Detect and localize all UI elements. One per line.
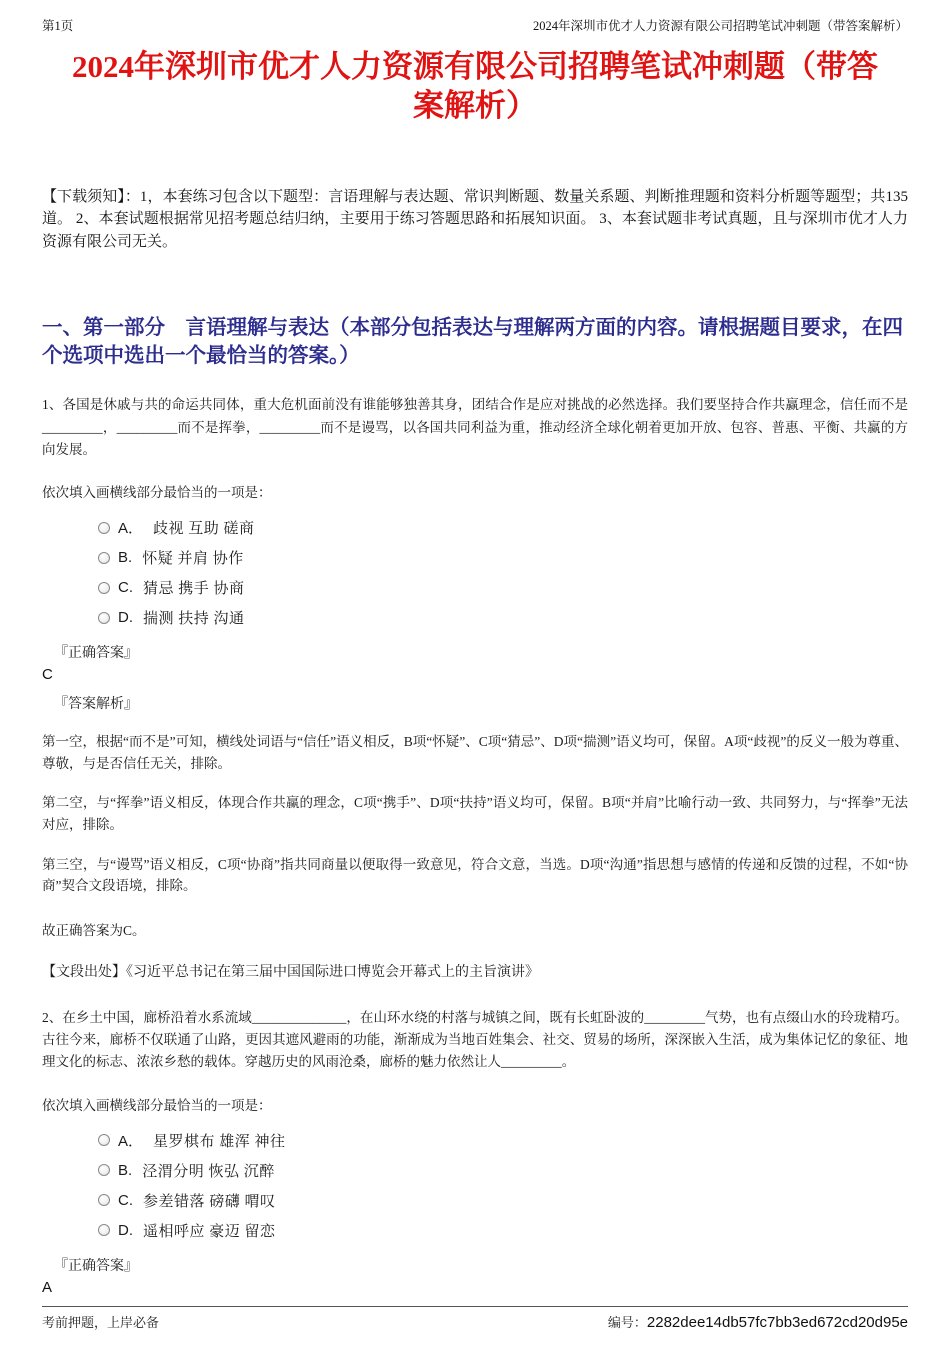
option-letter: D. <box>118 609 133 627</box>
question-1-option-a[interactable] <box>98 517 908 538</box>
option-letter: B. <box>118 549 133 567</box>
option-letter: D. <box>118 1221 133 1239</box>
option-text: 泾渭分明 恢弘 沉醉 <box>142 1163 275 1180</box>
footer-doc-id <box>608 1312 908 1331</box>
option-letter: C. <box>118 579 133 597</box>
question-2-prompt: 依次填入画横线部分最恰当的一项是： <box>42 1097 272 1113</box>
question-2-options <box>98 1130 908 1241</box>
option-text: 遥相呼应 豪迈 留恋 <box>143 1223 276 1240</box>
doc-id-label: 编号： <box>607 1315 647 1330</box>
radio-button-icon[interactable] <box>98 582 110 594</box>
option-letter: C. <box>118 1191 133 1209</box>
radio-button-icon[interactable] <box>98 1224 110 1236</box>
option-text: 怀疑 并肩 协作 <box>142 551 244 568</box>
analysis-paragraph-1: 第一空，根据“而不是”可知，横线处词语与“信任”语义相反，B项“怀疑”、C项“猜忌”、D项“揣测”语义均可，保留。A项“歧视”的反义一般为尊重、尊敬，与是否信任无关，排除。 <box>42 734 908 771</box>
question-2-option-a[interactable] <box>98 1130 908 1151</box>
download-notice: 【下载须知】：1，本套练习包含以下题型：言语理解与表达题、常识判断题、数量关系题、判断推理题和资料分析题等题型；共135道。 2、本套试题根据常见招考题总结归纳，主要用于练习答题思路和拓展知识面。 3、本套试题非考试真题，且与深圳市优才人力资源有限公司无关。 <box>42 188 908 250</box>
radio-button-icon[interactable] <box>98 522 110 534</box>
question-1-option-d[interactable] <box>98 607 908 628</box>
question-1-prompt: 依次填入画横线部分最恰当的一项是： <box>42 485 272 501</box>
question-2-option-d[interactable] <box>98 1220 908 1241</box>
option-text: 揣测 扶持 沟通 <box>143 611 245 628</box>
correct-answer-value: A <box>42 1278 53 1296</box>
radio-button-icon[interactable] <box>98 1134 110 1146</box>
radio-button-icon[interactable] <box>98 552 110 564</box>
question-2-option-c[interactable] <box>98 1190 908 1211</box>
question-1-options <box>98 517 908 628</box>
option-letter: B. <box>118 1161 133 1179</box>
option-letter: A． <box>118 520 144 538</box>
page-footer <box>42 1306 908 1331</box>
question-1-text: 1、各国是休戚与共的命运共同体，重大危机面前没有谁能够独善其身，团结合作是应对挑战的必然选择。我们要坚持合作共赢理念，信任而不是_________，_________而不是挥拳，_________而不是谩骂，以各国共同利益为重，推动经济全球化朝着更加开放、包容、普惠、平衡、共赢的方向发展。 <box>42 397 908 457</box>
footer-slogan: 考前押题，上岸必备 <box>42 1315 160 1330</box>
header-doc-title: 2024年深圳市优才人力资源有限公司招聘笔试冲刺题（带答案解析） <box>532 19 908 33</box>
option-text: 歧视 互助 磋商 <box>153 521 255 538</box>
correct-answer-value: C <box>42 666 53 684</box>
question-1-option-b[interactable] <box>98 547 908 568</box>
question-2-option-b[interactable] <box>98 1160 908 1181</box>
correct-answer-label: 『正确答案』 <box>54 646 138 662</box>
answer-conclusion: 故正确答案为C。 <box>42 922 146 938</box>
correct-answer-label: 『正确答案』 <box>54 1258 138 1274</box>
option-text: 星罗棋布 雄浑 神往 <box>153 1133 286 1150</box>
radio-button-icon[interactable] <box>98 1164 110 1176</box>
page-number: 第1页 <box>42 19 74 33</box>
radio-button-icon[interactable] <box>98 612 110 624</box>
analysis-paragraph-2: 第二空，与“挥拳”语义相反，体现合作共赢的理念，C项“携手”、D项“扶持”语义均可，保留。B项“并肩”比喻行动一致、共同努力，与“挥拳”无法对应，排除。 <box>42 795 908 832</box>
passage-source: 【文段出处】《习近平总书记在第三届中国国际进口博览会开幕式上的主旨演讲》 <box>42 964 539 980</box>
analysis-label: 『答案解析』 <box>54 697 138 713</box>
document-title: 2024年深圳市优才人力资源有限公司招聘笔试冲刺题（带答案解析） <box>72 49 878 123</box>
doc-id-value: 2282dee14db57fc7bb3ed672cd20d95e <box>646 1314 908 1331</box>
question-2 <box>42 1007 908 1296</box>
question-2-text: 2、在乡土中国，廊桥沿着水系流域______________，在山环水绕的村落与城镇之间，既有长虹卧波的_________气势，也有点缀山水的玲珑精巧。古往今来，廊桥不仅联通了山路，更因其遮风避雨的功能，渐渐成为当地百姓集会、社交、贸易的场所，深深嵌入生活，成为集体记忆的象征、地理文化的标志、浓浓乡愁的载体。穿越历史的风雨沧桑，廊桥的魅力依然让人_________。 <box>42 1009 908 1070</box>
page-header <box>42 16 908 34</box>
option-letter: A． <box>118 1132 144 1150</box>
question-1-option-c[interactable] <box>98 577 908 598</box>
radio-button-icon[interactable] <box>98 1194 110 1206</box>
option-text: 参差错落 磅礴 喟叹 <box>143 1193 276 1210</box>
question-1 <box>42 394 908 980</box>
section-heading: 一、第一部分 言语理解与表达（本部分包括表达与理解两方面的内容。请根据题目要求，在四个选项中选出一个最恰当的答案。） <box>42 317 903 367</box>
option-text: 猜忌 携手 协商 <box>143 581 245 598</box>
analysis-paragraph-3: 第三空，与“谩骂”语义相反，C项“协商”指共同商量以便取得一致意见，符合文意，当选。D项“沟通”指思想与感情的传递和反馈的过程，不如“协商”契合文段语境，排除。 <box>42 856 908 894</box>
